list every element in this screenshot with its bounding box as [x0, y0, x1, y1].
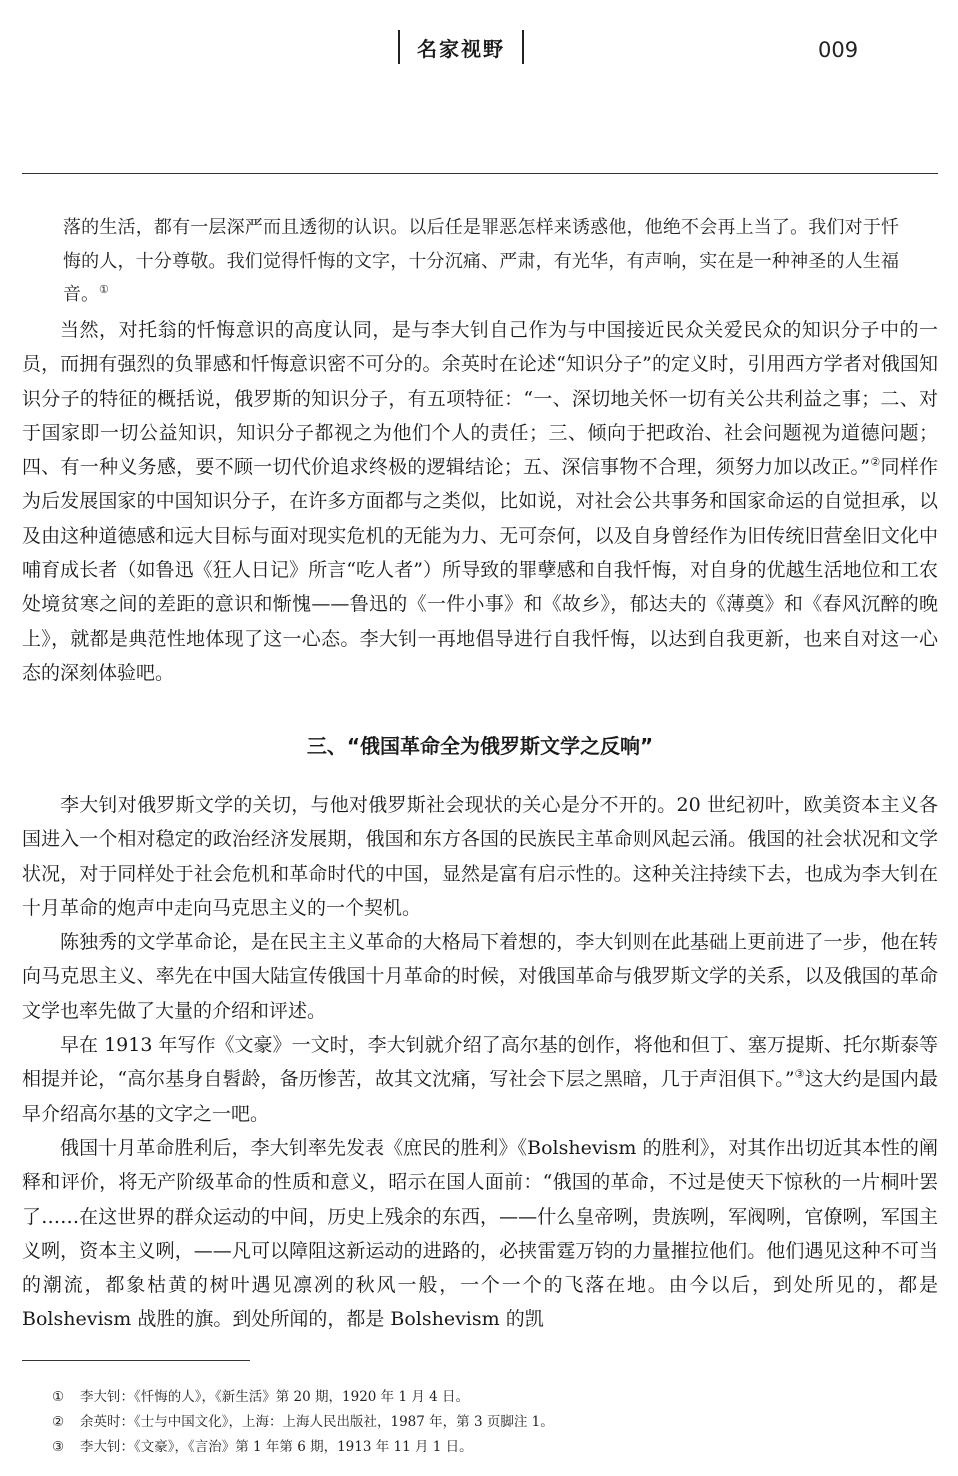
footnote-marker: ① — [52, 1389, 65, 1405]
footnote-ref-3[interactable]: ③ — [794, 1068, 805, 1082]
footnote-marker: ③ — [52, 1439, 65, 1455]
body-text-bottom — [22, 788, 938, 1337]
paragraph-text: 同样作为后发展国家的中国知识分子，在许多方面都与之类似，比如说，对社会公共事务和国家命运的自觉担承，以及由这种道德感和远大目标与面对现实危机的无能为力、无可奈何，以及自身曾经作为旧传统旧营垒旧文化中哺育成长者（如鲁迅《狂人日记》所言“吃人者”）所导致的罪孽感和自我忏悔，对自身的优越生活地位和工农处境贫寒之间的差距的意识和惭愧——鲁迅的《一件小事》和《故乡》，郁达夫的《薄奠》和《春风沉醉的晚上》，就都是典范性地体现了这一心态。李大钊一再地倡导进行自我忏悔，以达到自我更新，也来自对这一心态的深刻体验吧。 — [22, 456, 938, 684]
footnote — [52, 1410, 932, 1435]
footnote-divider — [22, 1360, 250, 1361]
paragraph-text: 早在 1913 年写作《文豪》一文时，李大钊就介绍了高尔基的创作，将他和但丁、塞万提斯、托尔斯泰等相提并论，“高尔基身自髫龄，备历惨苦，故其文沈痛，写社会下层之黑暗，几于声泪俱下。” — [22, 1034, 938, 1091]
paragraph: 俄国十月革命胜利后，李大钊率先发表《庶民的胜利》《Bolshevism 的胜利》，对其作出切近其本性的阐释和评价，将无产阶级革命的性质和意义，昭示在国人面前：“俄国的革命，不过是使天下惊秋的一片桐叶罢了……在这世界的群众运动的中间，历史上残余的东西，——什么皇帝咧，贵族咧，军阀咧，官僚咧，军国主义咧，资本主义咧，——凡可以障阻这新运动的进路的，必挟雷霆万钧的力量摧拉他们。他们遇见这种不可当的潮流，都象枯黄的树叶遇见凛冽的秋风一般，一个一个的飞落在地。由今以后，到处所见的，都是 Bolshevism 战胜的旗。到处所闻的，都是 Bolshevism 的凯 — [22, 1136, 938, 1331]
paragraph — [22, 1028, 938, 1131]
paragraph-text: 当然，对托翁的忏悔意识的高度认同，是与李大钊自己作为与中国接近民众关爱民众的知识分子中的一员，而拥有强烈的负罪感和忏悔意识密不可分的。余英时在论述“知识分子”的定义时，引用西方学者对俄国知识分子的特征的概括说，俄罗斯的知识分子，有五项特征：“一、深切地关怀一切有关公共利益之事；二、对于国家即一切公益知识，知识分子都视之为他们个人的责任；三、倾向于把政治、社会问题视为道德问题；四、有一种义务感，要不顾一切代价追求终极的逻辑结论；五、深信事物不合理，须努力加以改正。” — [22, 319, 938, 479]
paragraph — [22, 313, 938, 690]
footnote-ref-2[interactable]: ② — [870, 455, 881, 469]
section-title: 名家视野 — [398, 30, 524, 64]
body-text-top — [22, 313, 938, 690]
quote-text: 落的生活，都有一层深严而且透彻的认识。以后任是罪恶怎样来诱惑他，他绝不会再上当了。我们对于忏悔的人，十分尊敬。我们觉得忏悔的文字，十分沉痛、严肃，有光华，有声响，实在是一种神圣的人生福音。 — [63, 217, 899, 305]
footnote-text: 李大钊：《文豪》，《言治》第 1 年第 6 期，1913 年 11 月 1 日。 — [80, 1439, 473, 1455]
footnote-ref-1[interactable]: ① — [99, 283, 109, 296]
footnote-marker: ② — [52, 1414, 65, 1430]
page-number: 009 — [818, 38, 859, 62]
paragraph: 陈独秀的文学革命论，是在民主主义革命的大格局下着想的，李大钊则在此基础上更前进了一步，他在转向马克思主义、率先在中国大陆宣传俄国十月革命的时候，对俄国革命与俄罗斯文学的关系，以及俄国的革命文学也率先做了大量的介绍和评述。 — [22, 931, 938, 1022]
header-divider — [22, 173, 938, 174]
section-heading: 三、“俄国革命全为俄罗斯文学之反响” — [306, 734, 654, 758]
footnote — [52, 1435, 932, 1460]
footnote — [52, 1385, 932, 1410]
quote-paragraph — [63, 211, 899, 312]
footnote-text: 余英时：《士与中国文化》，上海：上海人民出版社，1987 年，第 3 页脚注 1。 — [80, 1414, 554, 1430]
block-quote — [63, 211, 899, 312]
footnote-text: 李大钊：《忏悔的人》，《新生活》第 20 期，1920 年 1 月 4 日。 — [80, 1389, 470, 1405]
paragraph: 李大钊对俄罗斯文学的关切，与他对俄罗斯社会现状的关心是分不开的。20 世纪初叶，欧美资本主义各国进入一个相对稳定的政治经济发展期，俄国和东方各国的民族民主革命则风起云涌。俄国的社会状况和文学状况，对于同样处于社会危机和革命时代的中国，显然是富有启示性的。这种关注持续下去，也成为李大钊在十月革命的炮声中走向马克思主义的一个契机。 — [22, 794, 938, 919]
paragraph-text: 这大约是国内最早介绍高尔基的文字之一吧。 — [22, 1068, 938, 1125]
footnotes — [52, 1385, 932, 1460]
